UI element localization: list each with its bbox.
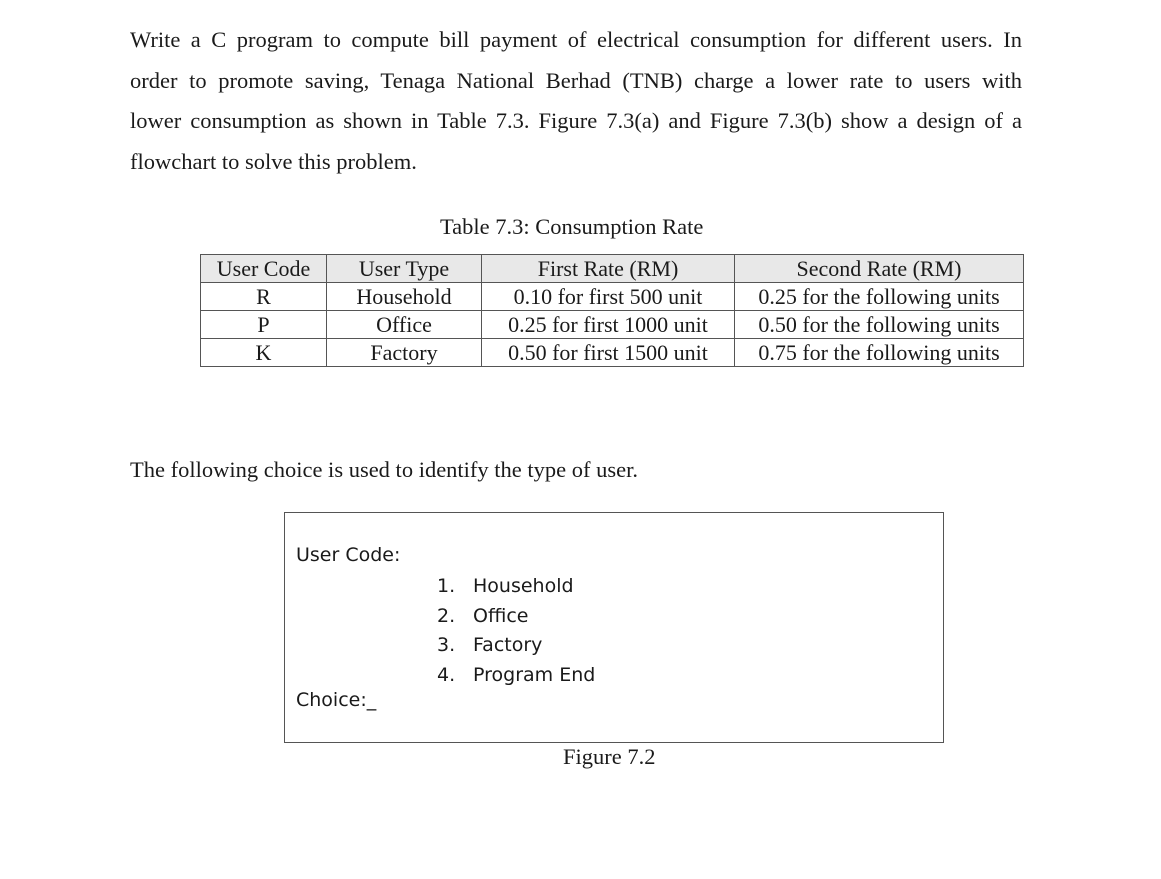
choice-description: The following choice is used to identify the type of user. bbox=[130, 457, 639, 482]
table-cell: 0.10 for first 500 unit bbox=[482, 283, 735, 311]
column-header: First Rate (RM) bbox=[482, 255, 735, 283]
intro-line: flowchart to solve this problem. bbox=[130, 148, 417, 174]
table-cell: Factory bbox=[327, 339, 482, 367]
column-header: User Type bbox=[327, 255, 482, 283]
table-cell: 0.25 for the following units bbox=[735, 283, 1024, 311]
menu-item-label: Program End bbox=[473, 663, 596, 686]
menu-item-number: 3. bbox=[437, 634, 456, 656]
menu-item-label: Household bbox=[473, 575, 574, 597]
menu-figure-box bbox=[284, 512, 944, 743]
table-cell: 0.75 for the following units bbox=[735, 339, 1024, 367]
choice-prompt: Choice:_ bbox=[296, 689, 377, 711]
menu-item-label: Factory bbox=[473, 634, 543, 656]
menu-item bbox=[437, 661, 595, 691]
user-type-menu bbox=[437, 572, 595, 690]
menu-item-label: Office bbox=[473, 604, 529, 627]
table-row bbox=[201, 311, 1024, 339]
table-header-row bbox=[201, 255, 1024, 283]
menu-item bbox=[437, 602, 595, 632]
intro-line: Write a C program to compute bill payment of electrical consumption for different users. In bbox=[130, 27, 1022, 52]
column-header: Second Rate (RM) bbox=[735, 255, 1024, 283]
user-code-label: User Code: bbox=[296, 544, 401, 566]
table-cell: 0.25 for first 1000 unit bbox=[482, 311, 735, 339]
menu-item bbox=[437, 631, 595, 661]
intro-line: lower consumption as shown in Table 7.3. Figure 7.3(a) and Figure 7.3(b) show a design of a bbox=[130, 108, 1022, 133]
table-cell: 0.50 for the following units bbox=[735, 311, 1024, 339]
table-cell: 0.50 for first 1500 unit bbox=[482, 339, 735, 367]
table-caption: Table 7.3: Consumption Rate bbox=[440, 214, 704, 239]
table-cell: R bbox=[201, 283, 327, 311]
intro-line: order to promote saving, Tenaga National Berhad (TNB) charge a lower rate to users with bbox=[130, 67, 1022, 93]
menu-item-number: 4. bbox=[437, 663, 456, 686]
table-row bbox=[201, 339, 1024, 367]
column-header: User Code bbox=[201, 255, 327, 283]
table-row bbox=[201, 283, 1024, 311]
menu-item-number: 2. bbox=[437, 604, 456, 627]
table-cell: K bbox=[201, 339, 327, 367]
table-cell: Household bbox=[327, 283, 482, 311]
consumption-rate-table bbox=[200, 254, 1024, 367]
table-cell: Office bbox=[327, 311, 482, 339]
intro-paragraph bbox=[130, 20, 1022, 182]
menu-item bbox=[437, 572, 595, 602]
menu-item-number: 1. bbox=[437, 575, 456, 597]
figure-caption: Figure 7.2 bbox=[563, 744, 656, 769]
table-cell: P bbox=[201, 311, 327, 339]
